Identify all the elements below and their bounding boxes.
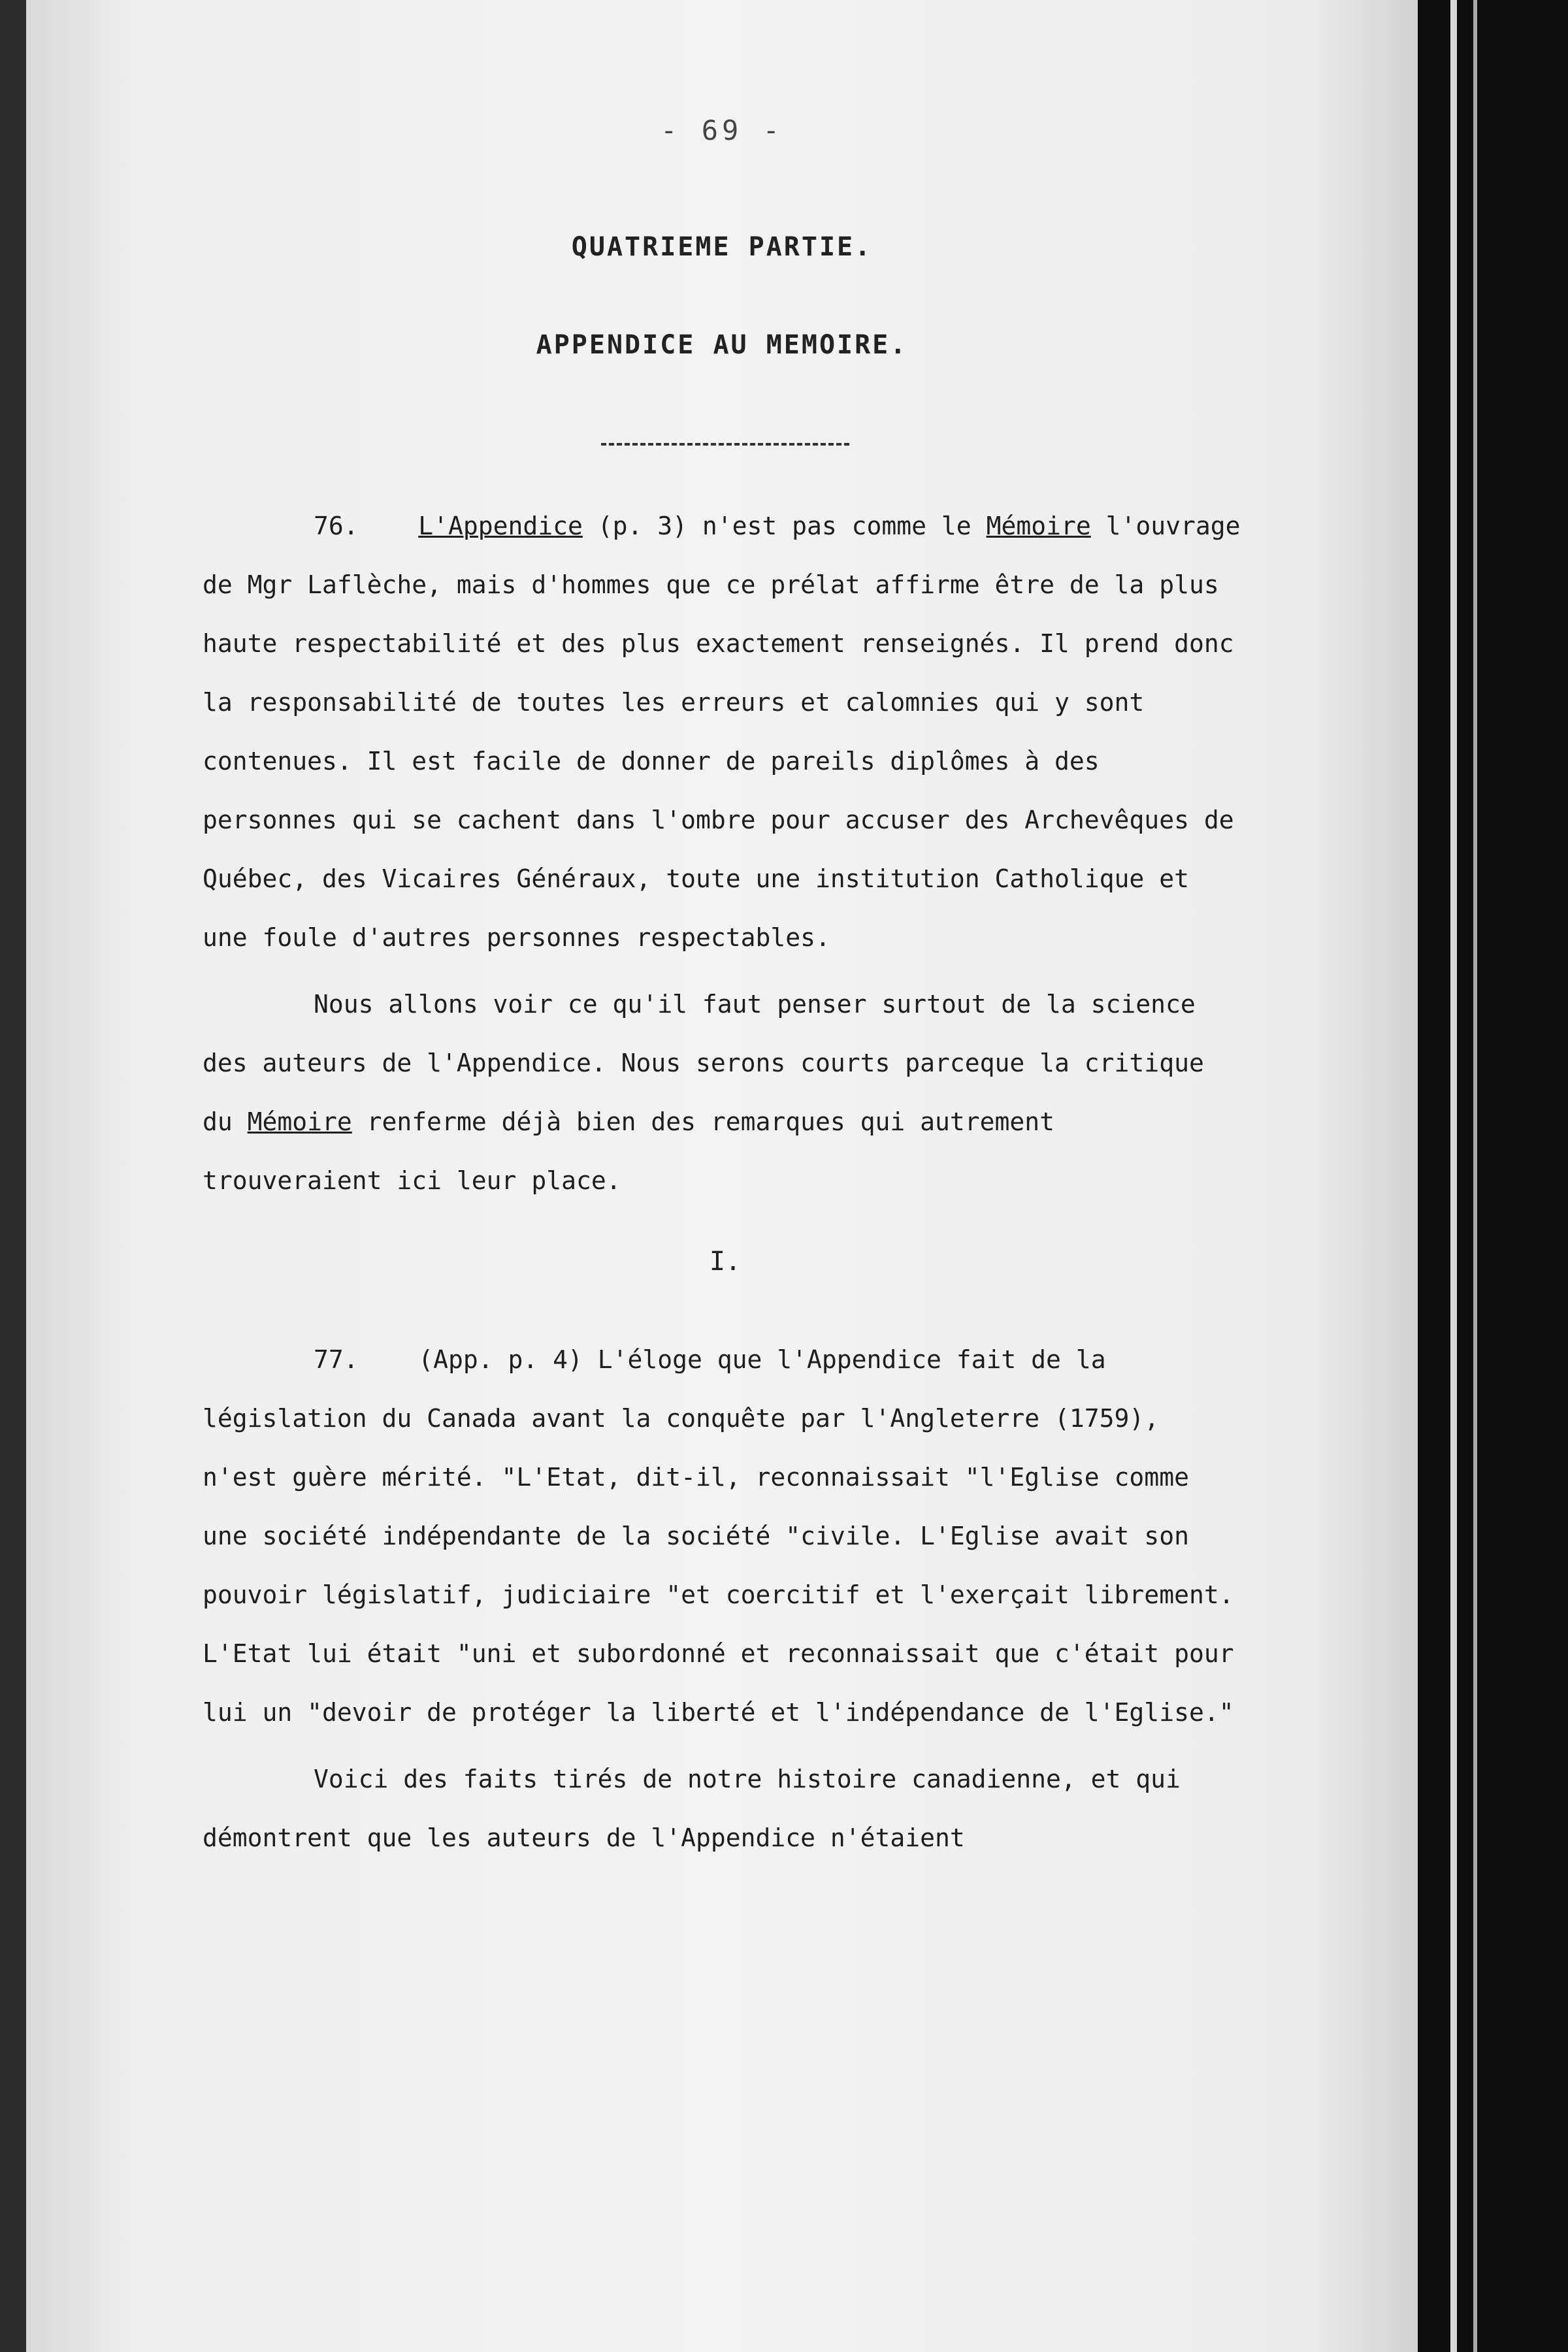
paragraph-text: (p. 3) n'est pas comme le bbox=[582, 512, 987, 540]
paragraph-77 bbox=[203, 1330, 1248, 1742]
paragraph-number: 77. bbox=[314, 1345, 359, 1374]
section-heading: APPENDICE AU MEMOIRE. bbox=[536, 330, 908, 360]
underlined-term: L'Appendice bbox=[418, 512, 583, 540]
paragraph-text: l'ouvrage de Mgr Laflèche, mais d'hommes que ce prélat affirme être de la plus haute respectabilité et des plus exactement renseignés. Il prend donc la responsabilité de toutes les erreurs et calomnies qui y sont contenues. Il est facile de donner de pareils diplômes à des personnes qui se cachent dans l'ombre pour accuser des Archevêques de Québec, des Vicaires Généraux, toute une institution Catholique et une foule d'autres personnes respectables. bbox=[203, 512, 1241, 952]
part-heading: QUATRIEME PARTIE. bbox=[571, 232, 873, 262]
paragraph-number: 76. bbox=[314, 512, 359, 540]
binding-edge bbox=[1418, 0, 1568, 2352]
paragraph-text: Voici des faits tirés de notre histoire canadienne, et qui démontrent que les auteurs de l'Appendice n'étaient bbox=[203, 1765, 1181, 1852]
body-text bbox=[203, 497, 1248, 1875]
paragraph-text: (App. p. 4) L'éloge que l'Appendice fait de la législation du Canada avant la conquête par l'Angleterre (1759), n'est guère mérité. "L'Etat, dit-il, reconnaissait "l'Eglise comme une société indépendante de la société "civile. L'Eglise avait son pouvoir législatif, judiciaire "et coercitif et l'exerçait librement. L'Etat lui était "uni et subordonné et reconnaissait que c'était pour lui un "devoir de protéger la liberté et l'indépendance de l'Eglise." bbox=[203, 1345, 1234, 1727]
typewritten-page bbox=[26, 0, 1418, 2352]
paragraph-intro bbox=[203, 975, 1248, 1210]
page-number: - 69 - bbox=[661, 114, 783, 146]
underlined-term: Mémoire bbox=[247, 1107, 352, 1136]
paragraph-text: Nous allons voir ce qu'il faut penser surtout de la science des auteurs de l'Appendice. Nous serons courts parceque la critique du bbox=[203, 990, 1204, 1136]
paragraph-closing bbox=[203, 1750, 1248, 1867]
paragraph-text: renferme déjà bien des remarques qui autrement trouveraient ici leur place. bbox=[203, 1107, 1055, 1195]
heading-rule bbox=[601, 443, 849, 446]
adjacent-page-edge-inner bbox=[1473, 0, 1477, 2352]
left-scan-edge bbox=[0, 0, 26, 2352]
adjacent-page-edge bbox=[1450, 0, 1457, 2352]
underlined-term: Mémoire bbox=[986, 512, 1091, 540]
section-numeral: I. bbox=[709, 1247, 742, 1277]
paragraph-76 bbox=[203, 497, 1248, 967]
